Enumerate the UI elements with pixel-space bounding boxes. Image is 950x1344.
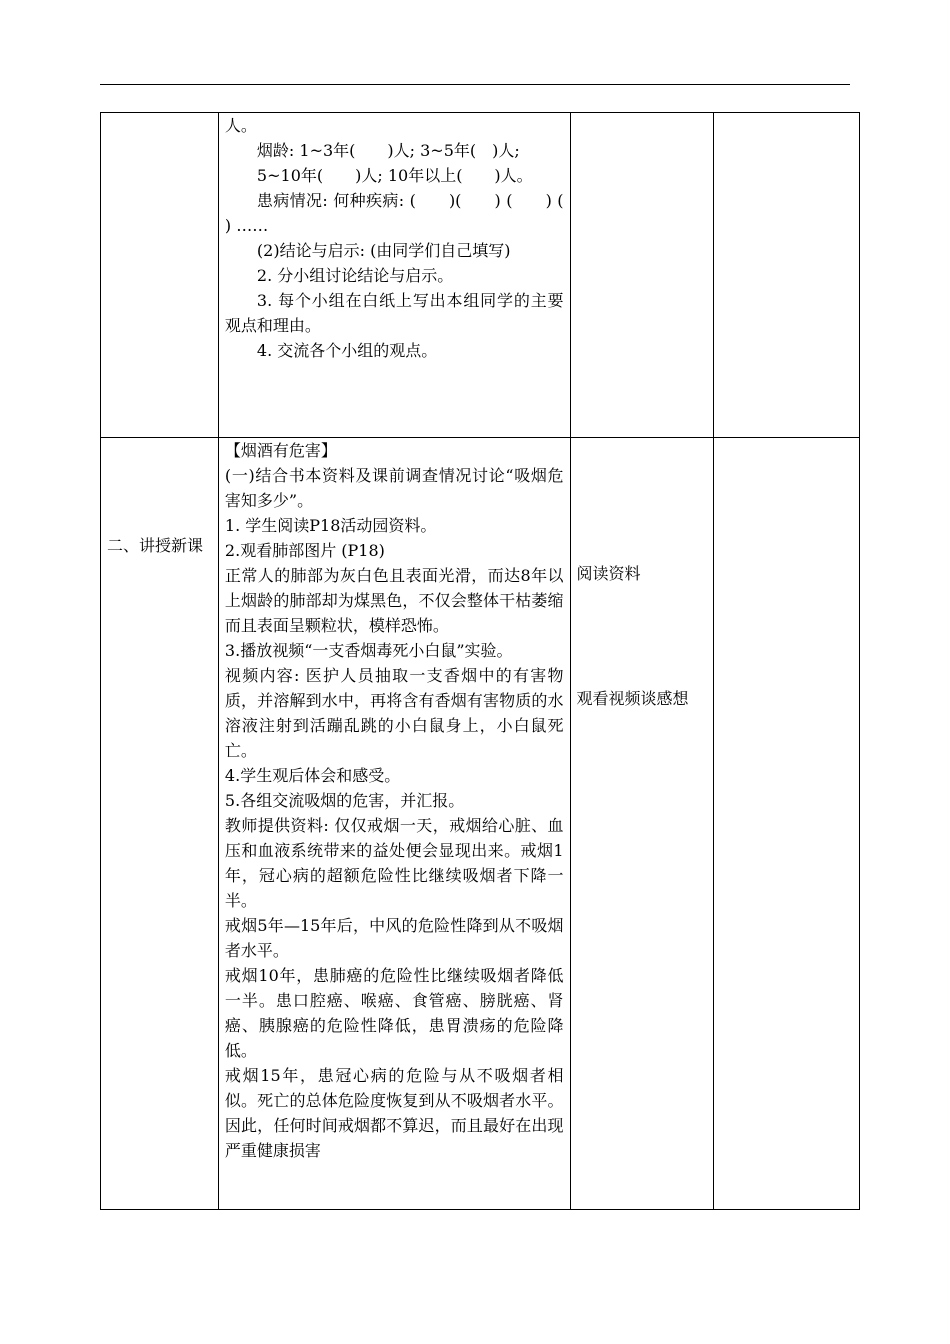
content-paragraph: 戒烟15年，患冠心病的危险与从不吸烟者相似。死亡的总体危险度恢复到从不吸烟者水平。因此，任何时间戒烟都不算迟，而且最好在出现严重健康损害 <box>224 1066 564 1160</box>
lesson-plan-table <box>100 112 860 1210</box>
student-activity: 观看视频谈感想 <box>576 689 689 708</box>
content-paragraph: 人。 <box>224 116 257 135</box>
content-paragraph: 3.播放视频“一支香烟毒死小白鼠”实验。 <box>224 641 513 660</box>
content-heading: 【烟酒有危害】 <box>224 441 337 460</box>
content-paragraph: 3. 每个小组在白纸上写出本组同学的主要观点和理由。 <box>224 291 564 335</box>
content-paragraph: (一)结合书本资料及课前调查情况讨论“吸烟危害知多少”。 <box>224 466 564 510</box>
content-cell <box>218 438 570 1210</box>
content-paragraph: (2)结论与启示: (由同学们自己填写) <box>256 241 511 260</box>
student-activity-cell <box>570 113 714 438</box>
content-paragraph: 视频内容: 医护人员抽取一支香烟中的有害物质，并溶解到水中，再将含有香烟有害物质的水溶液注射到活蹦乱跳的小白鼠身上，小白鼠死亡。 <box>224 666 564 760</box>
content-cell <box>218 113 596 438</box>
student-activity-cell <box>570 438 714 1210</box>
content-paragraph: 戒烟5年—15年后，中风的危险性降到从不吸烟者水平。 <box>224 916 564 960</box>
content-paragraph: 1. 学生阅读P18活动园资料。 <box>224 516 437 535</box>
content-paragraph: 5~10年( )人; 10年以上( )人。 <box>256 166 533 185</box>
table-row <box>101 113 860 438</box>
note-cell <box>714 113 860 438</box>
student-activity: 阅读资料 <box>576 564 641 583</box>
table-row <box>101 438 860 1210</box>
header-rule <box>100 84 850 85</box>
content-paragraph: 4. 交流各个小组的观点。 <box>256 341 438 360</box>
content-paragraph: 2.观看肺部图片 (P18) <box>224 541 385 560</box>
content-paragraph: 4.学生观后体会和感受。 <box>224 766 401 785</box>
content-paragraph: 5.各组交流吸烟的危害，并汇报。 <box>224 791 465 810</box>
content-paragraph: 教师提供资料: 仅仅戒烟一天，戒烟给心脏、血压和血液系统带来的益处便会显现出来。戒烟1年，冠心病的超额危险性比继续吸烟者下降一半。 <box>224 816 564 910</box>
content-paragraph: 正常人的肺部为灰白色且表面光滑，而达8年以上烟龄的肺部却为煤黑色，不仅会整体干枯萎缩而且表面呈颗粒状，模样恐怖。 <box>224 566 564 635</box>
stage-cell <box>101 438 219 1210</box>
content-paragraph: 2. 分小组讨论结论与启示。 <box>256 266 454 285</box>
note-cell <box>714 438 860 1210</box>
content-paragraph: 患病情况: 何种疾病: ( )( ) ( ) ( ) …… <box>224 191 596 235</box>
stage-label: 二、讲授新课 <box>107 536 204 555</box>
content-paragraph: 戒烟10年，患肺癌的危险性比继续吸烟者降低一半。患口腔癌、喉癌、食管癌、膀胱癌、肾癌、胰腺癌的危险性降低，患胃溃疡的危险降低。 <box>224 966 564 1060</box>
stage-cell <box>101 113 219 438</box>
content-paragraph: 烟龄: 1~3年( )人; 3~5年( )人; <box>256 141 520 160</box>
